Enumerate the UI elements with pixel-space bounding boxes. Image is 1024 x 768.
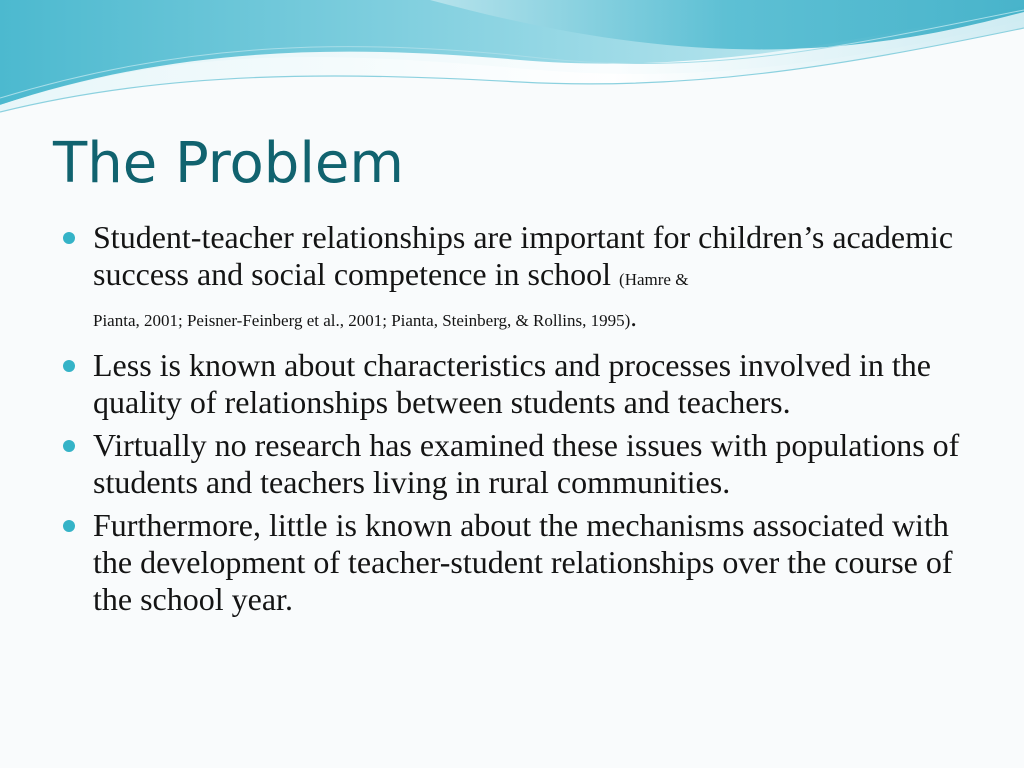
citation-continued <box>93 298 970 341</box>
bullet-item <box>60 507 970 618</box>
citation: (Hamre & <box>619 270 689 289</box>
bullet-list <box>60 219 970 624</box>
bullet-dot-icon <box>63 440 75 452</box>
bullet-text: Student-teacher relationships are important for children’s academic success and social competence in school <box>93 219 954 292</box>
bullet-item <box>60 427 970 501</box>
header-wave-decoration <box>0 0 1024 120</box>
bullet-item <box>60 219 970 341</box>
bullet-dot-icon <box>63 520 75 532</box>
bullet-dot-icon <box>63 360 75 372</box>
bullet-item <box>60 347 970 421</box>
bullet-text: Less is known about characteristics and processes involved in the quality of relationships between students and teachers. <box>93 347 931 420</box>
sentence-end: . <box>630 303 637 332</box>
bullet-dot-icon <box>63 232 75 244</box>
slide-title: The Problem <box>53 131 404 196</box>
citation-text: Pianta, 2001; Peisner-Feinberg et al., 2001; Pianta, Steinberg, & Rollins, 1995) <box>93 311 631 330</box>
bullet-text: Virtually no research has examined these issues with populations of students and teachers living in rural communities. <box>93 427 960 500</box>
bullet-text: Furthermore, little is known about the mechanisms associated with the development of teacher-student relationships over the course of the school year. <box>93 507 953 617</box>
